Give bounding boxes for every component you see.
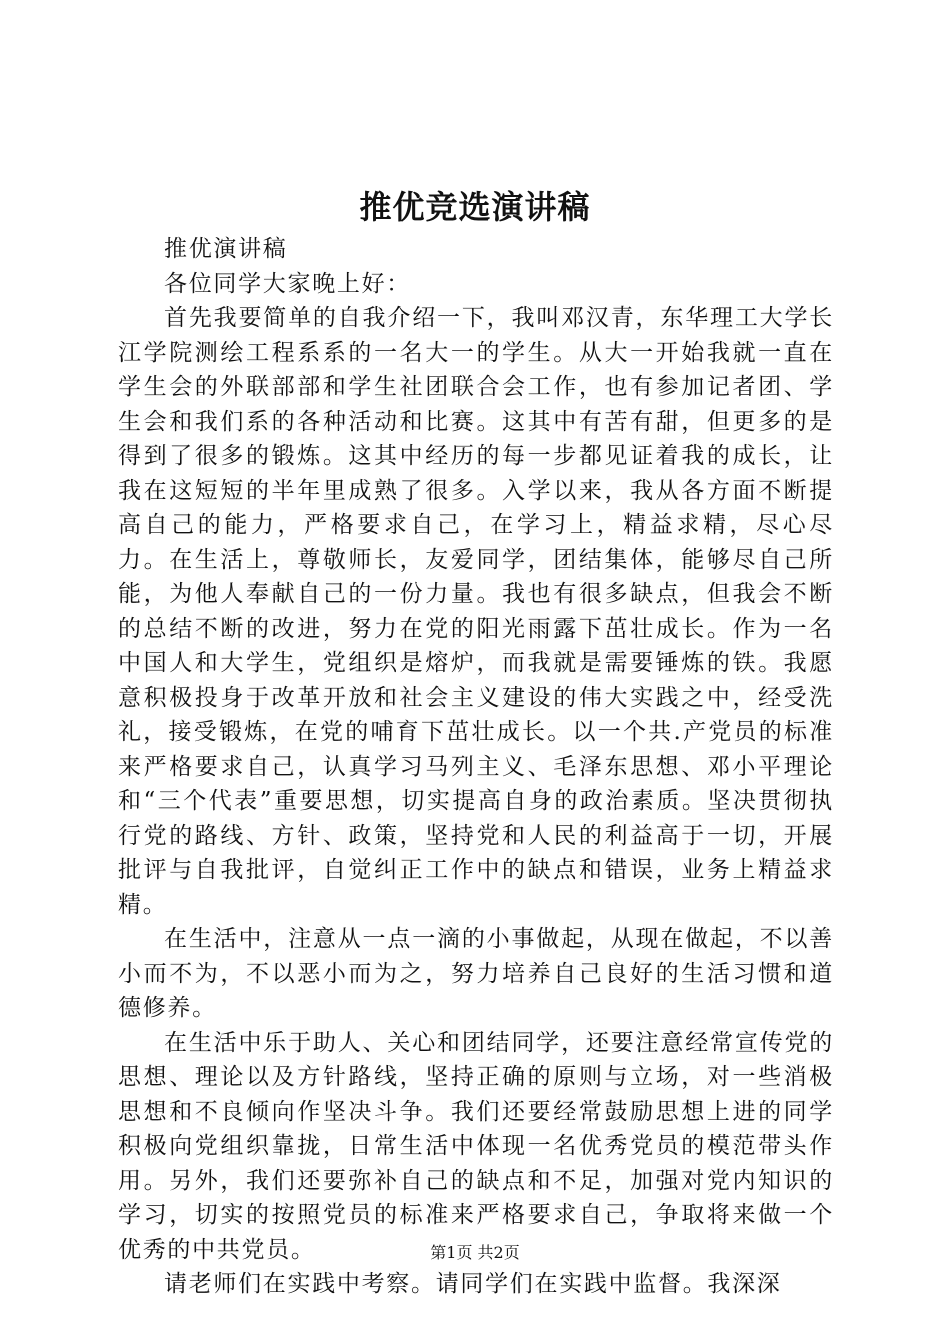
paragraph-helping-others: 在生活中乐于助人、关心和团结同学，还要注意经常宣传党的思想、理论以及方针路线，坚持正确的原则与立场，对一些消极思想和不良倾向作坚决斗争。我们还要经常鼓励思想上进的同学积极向党组织靠拢，日常生活中体现一名优秀党员的模范带头作用。另外，我们还要弥补自己的缺点和不足，加强对党内知识的学习，切实的按照党员的标准来严格要求自己，争取将来做一个优秀的中共党员。 bbox=[118, 1029, 834, 1263]
document-title: 推优竞选演讲稿 bbox=[359, 188, 591, 226]
paragraph-subtitle: 推优演讲稿 bbox=[164, 236, 288, 262]
paragraph-closing: 请老师们在实践中考察。请同学们在实践中监督。我深深 bbox=[164, 1271, 782, 1297]
paragraph-daily-life: 在生活中，注意从一点一滴的小事做起，从现在做起，不以善小而不为，不以恶小而为之，努力培养自己良好的生活习惯和道德修养。 bbox=[118, 926, 834, 1021]
page-footer: 第1页 共2页 bbox=[430, 1243, 520, 1262]
paragraph-introduction: 首先我要简单的自我介绍一下，我叫邓汉青，东华理工大学长江学院测绘工程系系的一名大一的学生。从大一开始我就一直在学生会的外联部部和学生社团联合会工作，也有参加记者团、学生会和我们系的各种活动和比赛。这其中有苦有甜，但更多的是得到了很多的锻炼。这其中经历的每一步都见证着我的成长，让我在这短短的半年里成熟了很多。入学以来，我从各方面不断提高自己的能力，严格要求自己，在学习上，精益求精，尽心尽力。在生活上，尊敬师长，友爱同学，团结集体，能够尽自己所能，为他人奉献自己的一份力量。我也有很多缺点，但我会不断的总结不断的改进，努力在党的阳光雨露下茁壮成长。作为一名中国人和大学生，党组织是熔炉，而我就是需要锤炼的铁。我愿意积极投身于改革开放和社会主义建设的伟大实践之中，经受洗礼，接受锻炼，在党的哺育下茁壮成长。以一个共.产党员的标准来严格要求自己，认真学习马列主义、毛泽东思想、邓小平理论和“三个代表”重要思想，切实提高自身的政治素质。坚决贯彻执行党的路线、方针、政策，坚持党和人民的利益高于一切，开展批评与自我批评，自觉纠正工作中的缺点和错误，业务上精益求精。 bbox=[118, 305, 834, 918]
document-body bbox=[118, 232, 834, 1302]
paragraph-greeting: 各位同学大家晚上好： bbox=[164, 270, 411, 297]
